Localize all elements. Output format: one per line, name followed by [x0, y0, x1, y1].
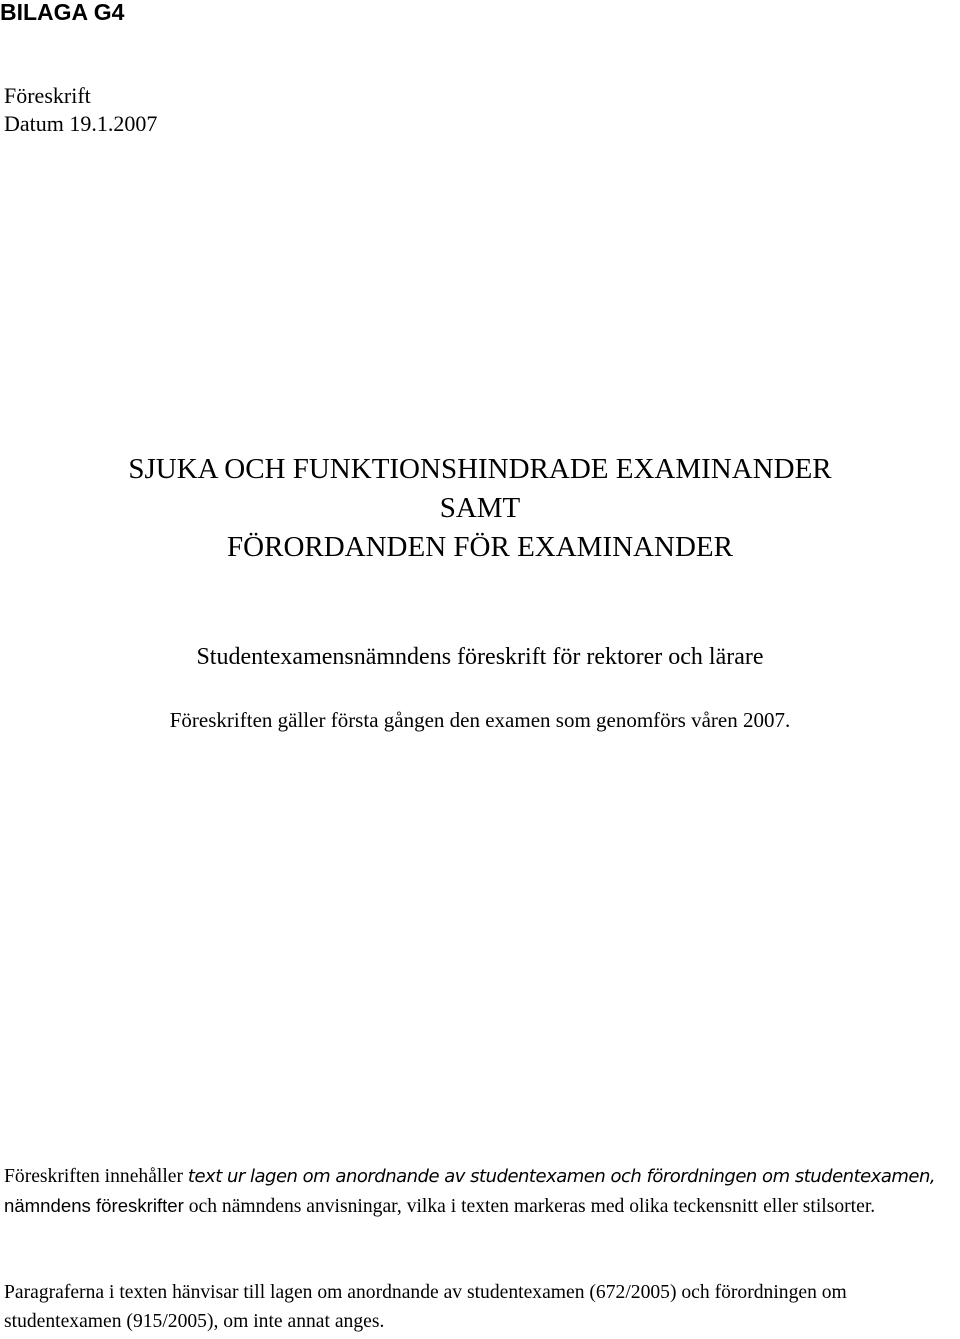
- document-date: Datum 19.1.2007: [4, 111, 158, 136]
- legal-text-sample: text ur lagen om anordnande av studentexamen och förordningen om studentexamen,: [187, 1166, 936, 1187]
- subtitle: Studentexamensnämndens föreskrift för rektorer och lärare: [196, 644, 764, 670]
- contents-rest: och nämndens anvisningar, vilka i texten markeras med olika teckensnitt eller stilsorter.: [183, 1195, 876, 1217]
- contents-paragraph: [4, 1162, 958, 1221]
- contents-intro: Föreskriften innehåller: [4, 1166, 188, 1187]
- title-line-3: FÖRORDANDEN FÖR EXAMINANDER: [227, 531, 733, 563]
- title-line-2: SAMT: [439, 492, 521, 524]
- board-rules-sample: nämndens föreskrifter: [4, 1194, 184, 1216]
- validity-note: Föreskriften gäller första gången den examen som genomförs våren 2007.: [169, 708, 791, 732]
- references-paragraph: Paragraferna i texten hänvisar till lagen om anordnande av studentexamen (672/2005) och förordningen om studentexamen (915/2005), om inte annat anges.: [4, 1282, 847, 1332]
- title-line-1: SJUKA OCH FUNKTIONSHINDRADE EXAMINANDER: [128, 453, 832, 485]
- appendix-label: BILAGA G4: [0, 0, 125, 25]
- document-type: Föreskrift: [4, 83, 91, 108]
